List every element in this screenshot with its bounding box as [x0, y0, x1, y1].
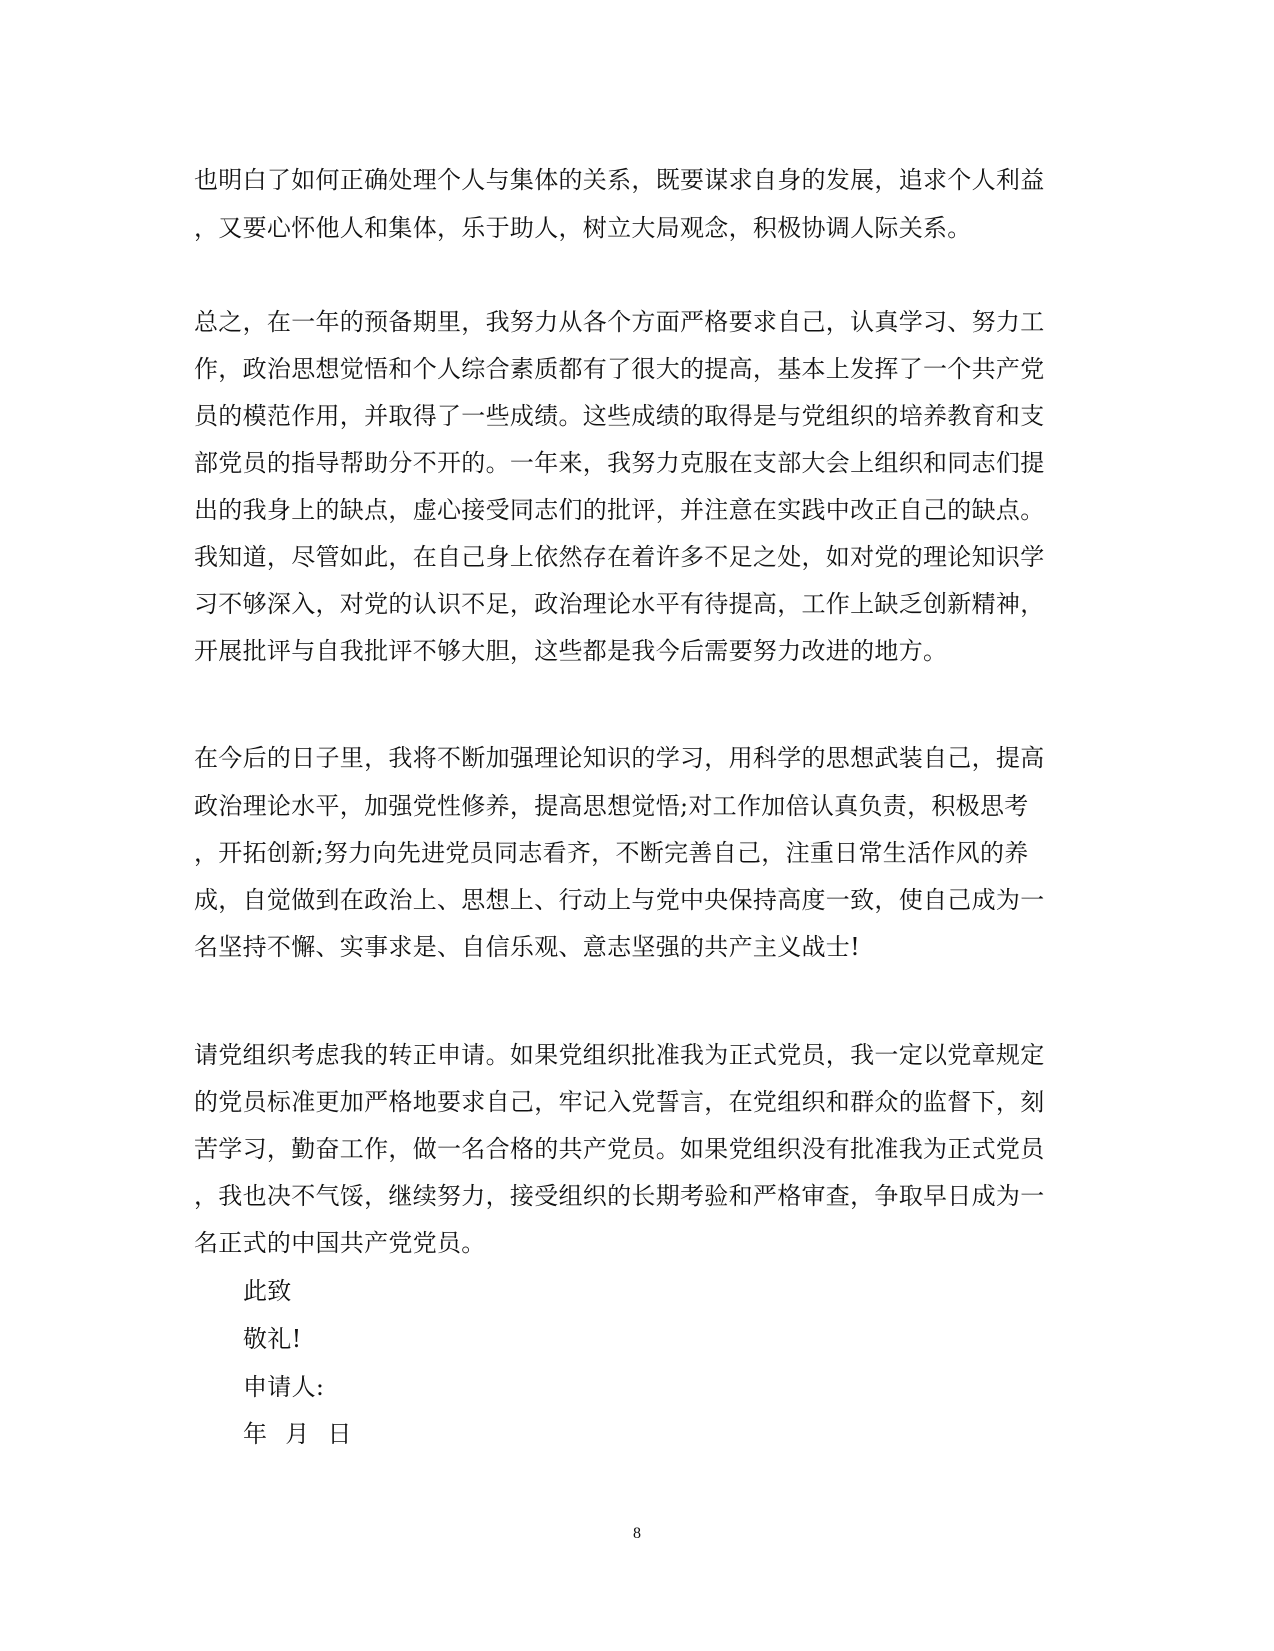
- paragraph-line: 我知道，尽管如此，在自己身上依然存在着许多不足之处，如对党的理论知识学: [194, 543, 1045, 571]
- paragraph-line: ，我也决不气馁，继续努力，接受组织的长期考验和严格审查，争取早日成为一: [194, 1182, 1045, 1210]
- paragraph-line: 请党组织考虑我的转正申请。如果党组织批准我为正式党员，我一定以党章规定: [194, 1041, 1045, 1069]
- paragraph-line: 政治理论水平，加强党性修养，提高思想觉悟;对工作加倍认真负责，积极思考: [194, 792, 1029, 820]
- paragraph-line: 名正式的中国共产党党员。: [194, 1229, 486, 1257]
- paragraph-line: 的党员标准更加严格地要求自己，牢记入党誓言，在党组织和群众的监督下，刻: [194, 1088, 1045, 1116]
- paragraph-line: 出的我身上的缺点，虚心接受同志们的批评，并注意在实践中改正自己的缺点。: [194, 496, 1045, 524]
- paragraph-line: 成，自觉做到在政治上、思想上、行动上与党中央保持高度一致，使自己成为一: [194, 886, 1045, 914]
- paragraph-line: 开展批评与自我批评不够大胆，这些都是我今后需要努力改进的地方。: [194, 637, 948, 665]
- paragraph-line: ，又要心怀他人和集体，乐于助人，树立大局观念，积极协调人际关系。: [194, 214, 972, 242]
- closing-salutation: 此致: [243, 1277, 292, 1305]
- paragraph-line: 苦学习，勤奋工作，做一名合格的共产党员。如果党组织没有批准我为正式党员: [194, 1135, 1045, 1163]
- paragraph-line: 在今后的日子里，我将不断加强理论知识的学习，用科学的思想武装自己，提高: [194, 744, 1045, 772]
- paragraph-line: 员的模范作用，并取得了一些成绩。这些成绩的取得是与党组织的培养教育和支: [194, 402, 1045, 430]
- paragraph-line: 总之，在一年的预备期里，我努力从各个方面严格要求自己，认真学习、努力工: [194, 308, 1045, 336]
- paragraph-line: 部党员的指导帮助分不开的。一年来，我努力克服在支部大会上组织和同志们提: [194, 449, 1045, 477]
- date-line: 年 月 日: [243, 1420, 352, 1448]
- closing-regards: 敬礼!: [243, 1325, 302, 1353]
- paragraph-line: ，开拓创新;努力向先进党员同志看齐，不断完善自己，注重日常生活作风的养: [194, 839, 1029, 867]
- paragraph-line: 习不够深入，对党的认识不足，政治理论水平有待提高，工作上缺乏创新精神，: [194, 590, 1045, 618]
- paragraph-line: 作，政治思想觉悟和个人综合素质都有了很大的提高，基本上发挥了一个共产党: [194, 355, 1045, 383]
- applicant-label: 申请人:: [243, 1373, 325, 1401]
- paragraph-line: 也明白了如何正确处理个人与集体的关系，既要谋求自身的发展，追求个人利益: [194, 166, 1045, 194]
- paragraph-line: 名坚持不懈、实事求是、自信乐观、意志坚强的共产主义战士!: [194, 933, 861, 961]
- page-number: 8: [633, 1525, 641, 1542]
